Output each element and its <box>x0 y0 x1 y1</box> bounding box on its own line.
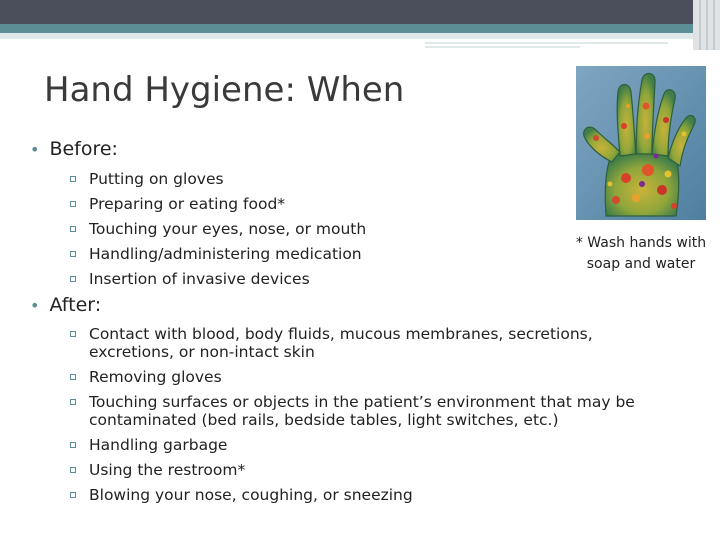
list-item <box>68 461 668 479</box>
list-item-text: Preparing or eating food* <box>89 195 286 213</box>
square-bullet-icon <box>70 201 76 207</box>
hand-germs-image <box>576 66 706 220</box>
list-item <box>68 245 388 263</box>
round-bullet-icon: • <box>30 140 40 159</box>
section-heading-label: After: <box>49 294 102 316</box>
germ-covered-hand-icon <box>576 66 706 220</box>
list-item <box>68 220 388 238</box>
square-bullet-icon <box>70 492 76 498</box>
square-bullet-icon <box>70 176 76 182</box>
header-accent-bar <box>0 24 720 33</box>
header-thin-line <box>425 42 668 44</box>
square-bullet-icon <box>70 442 76 448</box>
list-item-text: Contact with blood, body fluids, mucous membranes, secretions, excretions, or non-intact skin <box>89 325 593 361</box>
list-item-text: Putting on gloves <box>89 170 224 188</box>
square-bullet-icon <box>70 276 76 282</box>
corner-stripe <box>699 0 701 50</box>
section-heading-before <box>30 138 118 160</box>
list-item <box>68 436 668 454</box>
section-heading-label: Before: <box>49 138 118 160</box>
square-bullet-icon <box>70 226 76 232</box>
slide-title: Hand Hygiene: When <box>44 70 405 110</box>
corner-stripe <box>713 0 715 50</box>
after-list <box>68 325 668 511</box>
list-item-text: Handling/administering medication <box>89 245 362 263</box>
list-item-text: Blowing your nose, coughing, or sneezing <box>89 486 413 504</box>
round-bullet-icon: • <box>30 296 40 315</box>
square-bullet-icon <box>70 467 76 473</box>
list-item <box>68 325 668 361</box>
header-thin-line <box>425 46 580 48</box>
list-item-text: Insertion of invasive devices <box>89 270 310 288</box>
header-dark-bar <box>0 0 720 24</box>
header-pale-bar <box>0 33 720 39</box>
list-item-text: Handling garbage <box>89 436 228 454</box>
corner-decoration <box>693 0 720 50</box>
list-item-text: Touching surfaces or objects in the patient’s environment that may be contaminated (bed rails, bedside tables, light switches, etc.) <box>89 393 635 429</box>
square-bullet-icon <box>70 251 76 257</box>
list-item-text: Using the restroom* <box>89 461 246 479</box>
list-item <box>68 270 388 288</box>
square-bullet-icon <box>70 374 76 380</box>
list-item-text: Touching your eyes, nose, or mouth <box>89 220 367 238</box>
square-bullet-icon <box>70 399 76 405</box>
square-bullet-icon <box>70 331 76 337</box>
list-item <box>68 368 668 386</box>
list-item <box>68 170 388 188</box>
list-item <box>68 393 668 429</box>
section-heading-after <box>30 294 101 316</box>
image-caption: * Wash hands with soap and water <box>575 235 707 272</box>
corner-stripe <box>706 0 708 50</box>
before-list <box>68 170 388 295</box>
list-item-text: Removing gloves <box>89 368 222 386</box>
list-item <box>68 195 388 213</box>
list-item <box>68 486 668 504</box>
